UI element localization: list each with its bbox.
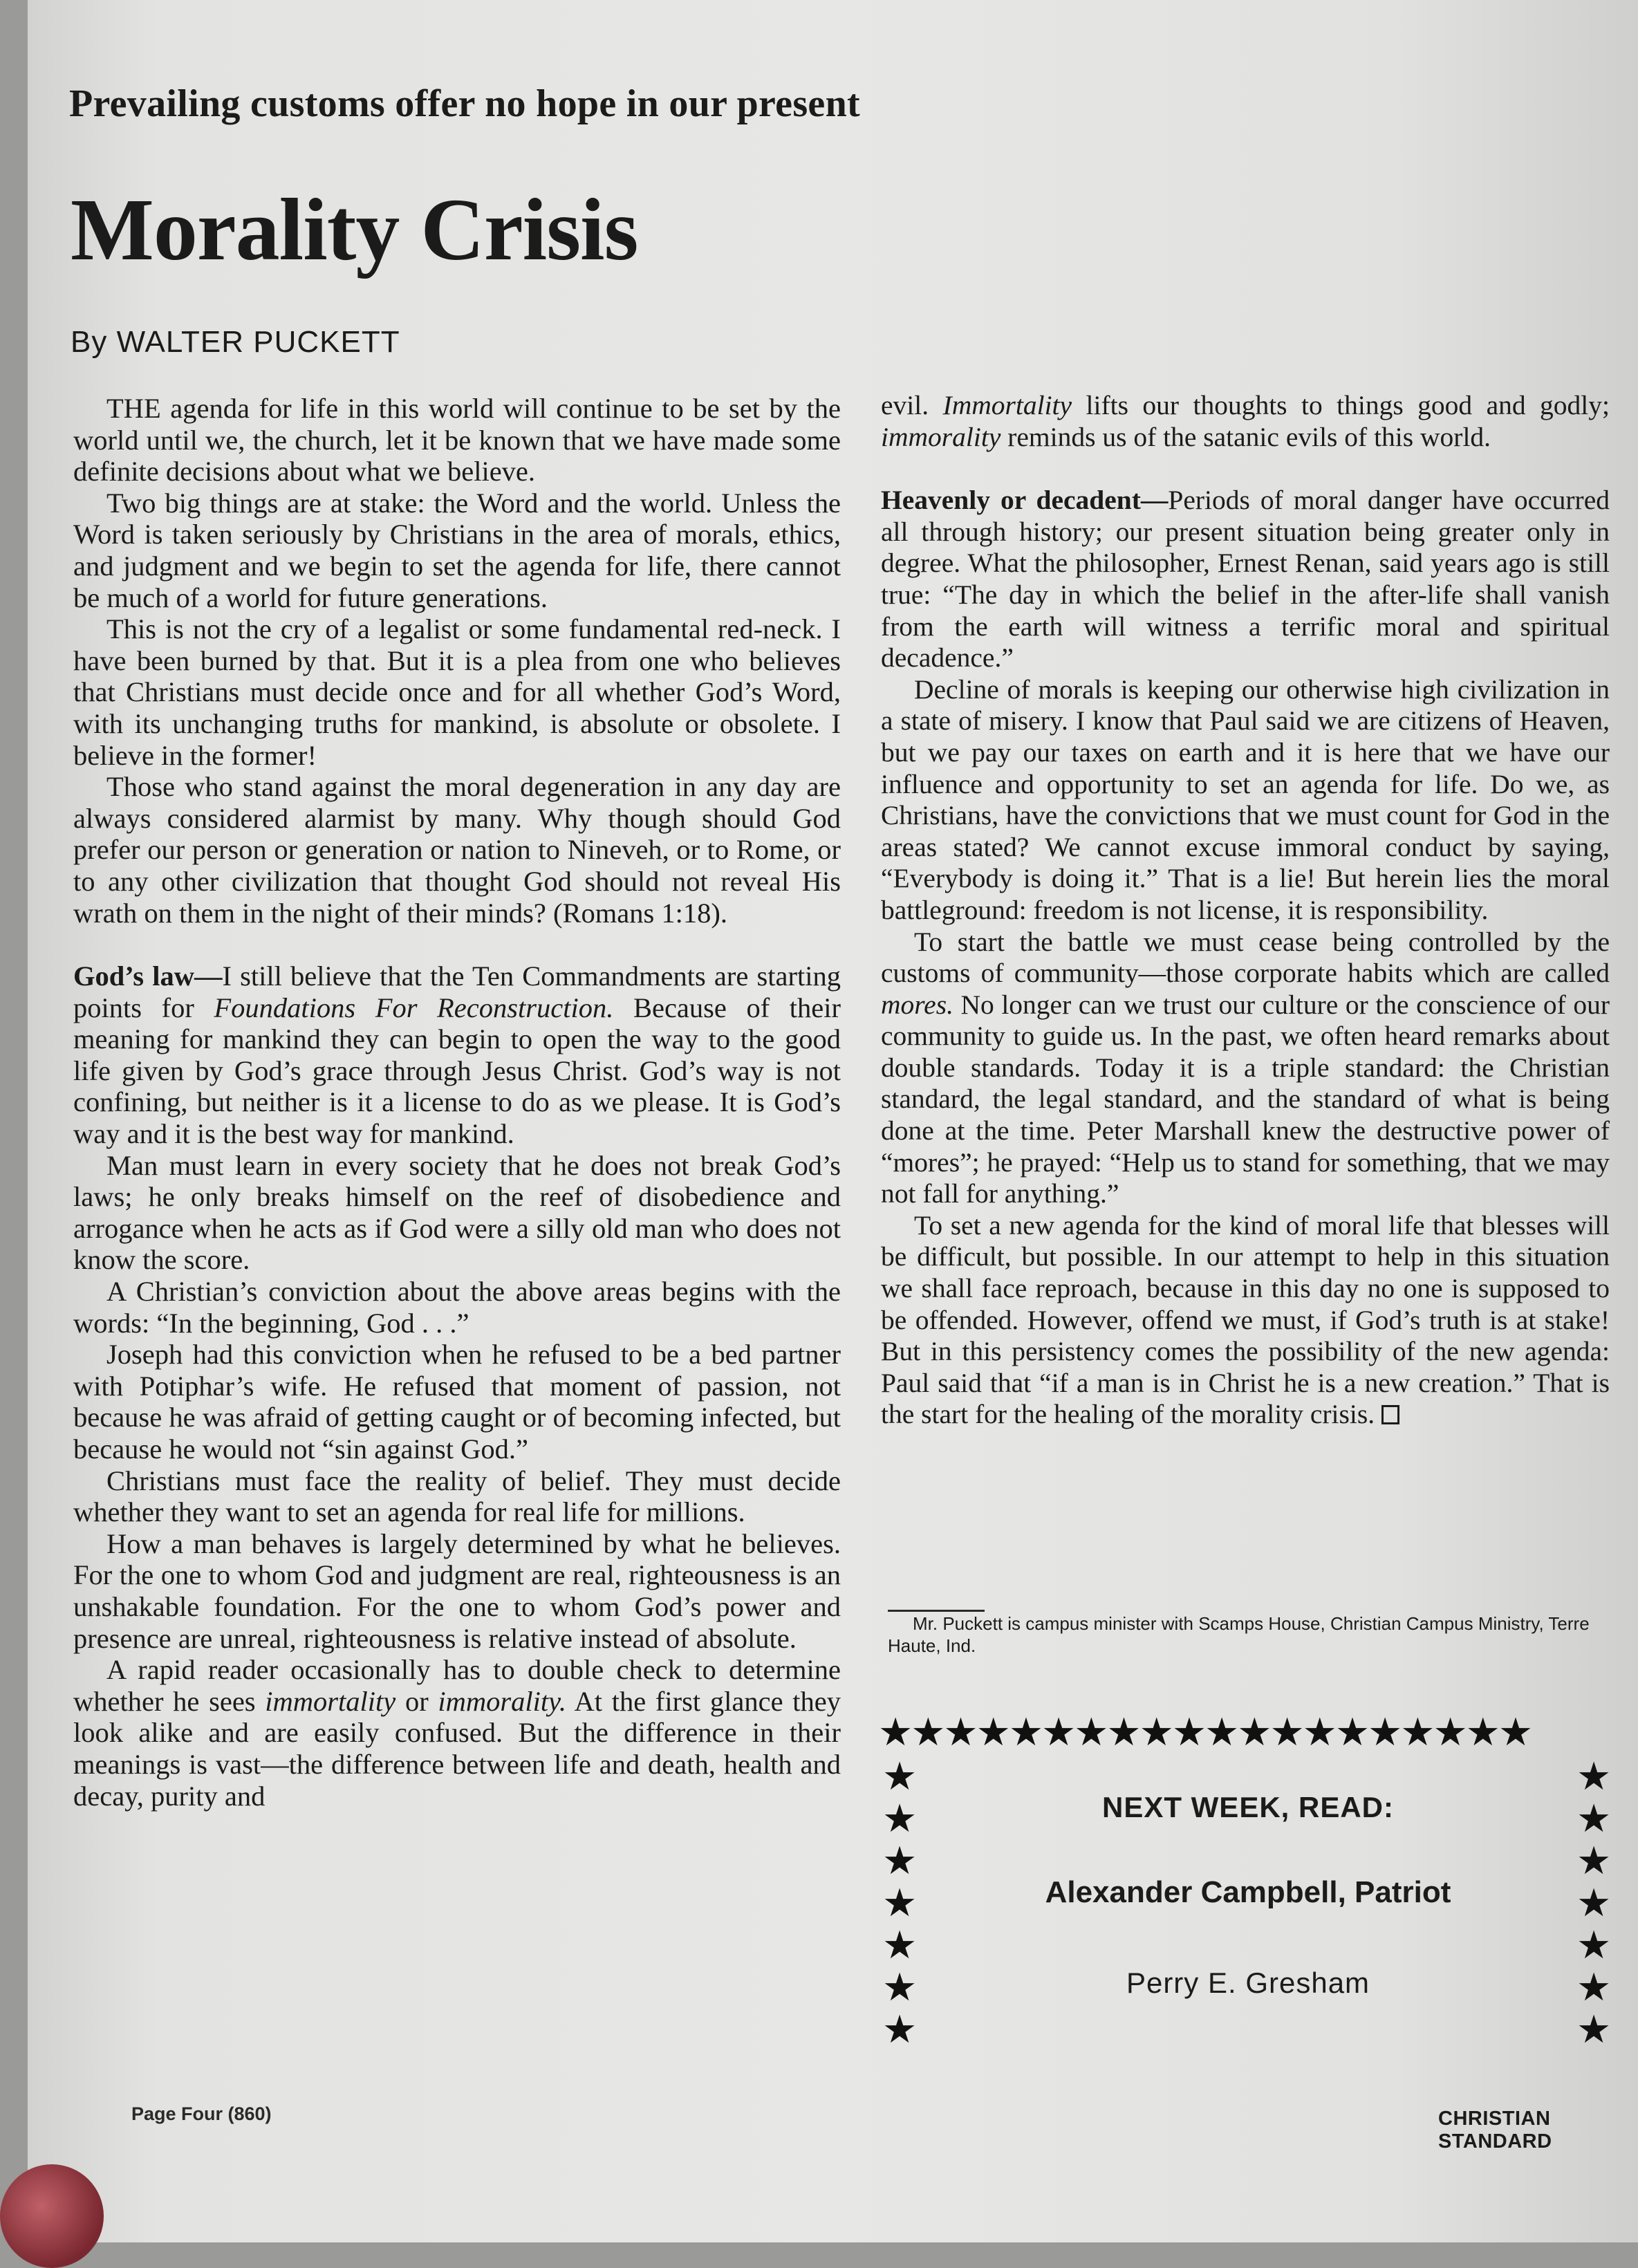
paragraph: To start the battle we must cease being controlled by the customs of community—those corporate habits which are called mores. No longer can we trust our culture or the conscience of our community to guide us. In the past, we often heard remarks about double standards. Today it is a triple standard: the Christian standard, the legal standard, and the standard of what is being done at the time. Peter Marshall knew the destructive power of “mores”; he prayed: “Help us to stand for something, that we may not fall for anything.” — [881, 926, 1610, 1209]
author-footnote: Mr. Puckett is campus minister with Scamps House, Christian Campus Ministry, Terre Haute, Ind. — [888, 1613, 1590, 1656]
footnote-rule — [888, 1610, 985, 1612]
paragraph: Two big things are at stake: the Word and the world. Unless the Word is taken seriously by Christians in the area of morals, ethics, and judgment and we begin to set the agenda for life, there cannot be much of a world for future generations. — [73, 487, 841, 613]
thumb-photo — [0, 2164, 104, 2268]
next-week-author: Perry E. Gresham — [1126, 1967, 1370, 1999]
next-week-headline: Alexander Campbell, Patriot — [1045, 1875, 1451, 1909]
paragraph: Joseph had this conviction when he refused to be a bed partner with Potiphar’s wife. He refused that moment of passion, not because he was afraid of getting caught or of becoming infected, but because he would not “sin against God.” — [73, 1339, 841, 1465]
subhead-heavenly-or-decadent: Heavenly or decadent— — [881, 485, 1169, 516]
star-border-top-icon: ★★★★★★★★★★★★★★★★★★★★ — [878, 1711, 1532, 1754]
paragraph: THE agenda for life in this world will continue to be set by the world until we, the church, let it be known that we have made some definite decisions about what we believe. — [73, 393, 841, 487]
left-column — [73, 393, 841, 1812]
section-paragraph: God’s law—I still believe that the Ten Commandments are starting points for Foundations For Reconstruction. Because of their meaning for mankind they can begin to open the way to the good life given by God’s grace through Jesus Christ. God’s way is not confining, but neither is it a license to do as we please. It is God’s way and it is the best way for mankind. — [73, 960, 841, 1150]
star-border-right-icon: ★ ★ ★ ★ ★ ★ ★ — [1576, 1756, 1612, 2052]
page-folio: Page Four (860) — [131, 2103, 272, 2124]
paragraph: evil. Immortality lifts our thoughts to things good and godly; immorality reminds us of the satanic evils of this world. — [881, 390, 1610, 452]
star-border-left-icon: ★ ★ ★ ★ ★ ★ ★ — [882, 1756, 918, 2052]
article-byline: By WALTER PUCKETT — [71, 325, 400, 359]
magazine-page — [28, 0, 1638, 2242]
paragraph: How a man behaves is largely determined by what he believes. For the one to whom God and judgment are real, righteousness is an unshakable foundation. For the one to whom God’s power and presence are unreal, righteousness is relative instead of absolute. — [73, 1527, 841, 1654]
paragraph: Man must learn in every society that he does not break God’s laws; he only breaks himself on the reef of disobedience and arrogance when he acts as if God were a silly old man who does not know the score. — [73, 1149, 841, 1276]
paragraph: Those who stand against the moral degeneration in any day are always considered alarmist by many. Why though should God prefer our person or generation or nation to Nineveh, or to Rome, or to any other civilization that thought God should not reveal His wrath on them in the night of their minds? (Romans 1:18). — [73, 771, 841, 929]
paragraph: This is not the cry of a legalist or some fundamental red-neck. I have been burned by that. But it is a plea from one who believes that Christians must decide once and for all whether God’s Word, with its unchanging truths for mankind, is absolute or obsolete. I believe in the former! — [73, 613, 841, 771]
next-week-label: NEXT WEEK, READ: — [1101, 1791, 1394, 1823]
subhead-gods-law: God’s law— — [73, 960, 223, 992]
right-column — [881, 390, 1610, 1431]
paragraph: A rapid reader occasionally has to double check to determine whether he sees immortality or immorality. At the first glance they look alike and are easily confused. But the difference in their meanings is vast—the difference between life and death, health and decay, purity and — [73, 1654, 841, 1812]
article-kicker: Prevailing customs offer no hope in our present — [69, 82, 860, 125]
section-paragraph: Heavenly or decadent—Periods of moral danger have occurred all through history; our present situation being greater only in degree. What the philosopher, Ernest Renan, said years ago is still true: “The day in which the belief in the after-life shall vanish from the earth will witness a terrific moral and spiritual decadence.” — [881, 485, 1610, 673]
paragraph: To set a new agenda for the kind of moral life that blesses will be difficult, but possible. In our attempt to help in this situation we shall face reproach, because in this day no one is supposed to be offended. However, offend we must, if God’s truth is at stake! But in this persistency comes the possibility of the new agenda: Paul said that “if a man is in Christ he is a new creation.” That is the start for the healing of the morality crisis. — [881, 1209, 1610, 1430]
end-mark-icon — [1381, 1405, 1399, 1424]
article-title: Morality Crisis — [71, 180, 638, 279]
paragraph: Decline of morals is keeping our otherwise high civilization in a state of misery. I know that Paul said we are citizens of Heaven, but we pay our taxes on earth and it is here that we have our influence and opportunity to set an agenda for life. Do we, as Christians, have the convictions that we must count for God in the areas stated? We cannot excuse immoral conduct by saying, “Everybody is doing it.” That is a lie! But herein lies the moral battleground: freedom is not license, it is responsibility. — [881, 673, 1610, 925]
paragraph: Christians must face the reality of belief. They must decide whether they want to set an agenda for real life for millions. — [73, 1465, 841, 1528]
next-week-box — [878, 1713, 1618, 2066]
paragraph: A Christian’s conviction about the above areas begins with the words: “In the beginning, God . . .” — [73, 1276, 841, 1339]
publication-name: CHRISTIAN STANDARD — [1438, 2108, 1552, 2153]
